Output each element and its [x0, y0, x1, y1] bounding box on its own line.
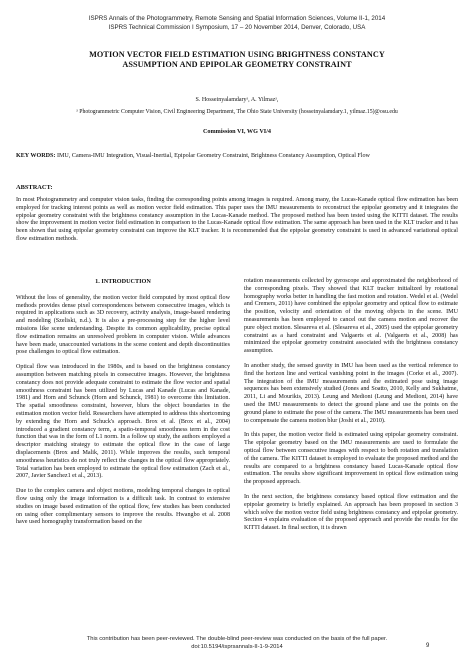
- doi-text: doi:10.5194/isprsannals-II-1-9-2014: [191, 643, 283, 650]
- paragraph: In another study, the sensed gravity in IMU has been used as the vertical reference to find the horizon line and vertical vanishing point in the images (Corke et al., 2007). The integration of the IMU measurements and the estimated pose using image sequences has been extensively studied (Jones and Soatto, 2010, Kelly and Sukhatme, 2011, Li and Mourikis, 2013). Leung and Medioni (Leung and Medioni, 2014) have used the IMU measurements to detect the ground plane and use the points on the ground plane to estimate the pose of the camera. The IMU measurements has been used to compensate the camera motion blur (Joshi et al., 2010).: [244, 362, 458, 424]
- journal-header-line-2: ISPRS Technical Commission I Symposium, 17 – 20 November 2014, Denver, Colorado, USA: [108, 24, 366, 31]
- paragraph: Without the loss of generality, the motion vector field computed by most optical flow methods provides dense pixel correspondences between consecutive images, which is required in applications such as 3D recovery, activity analysis, image-based rendering and modeling (Szeliski, n.d.). It is also a pre-processing step for the higher level missions like scene understanding. Despite its common applicability, precise optical flow estimation remains an unresolved problem in computer vision. While advances have been made, unaccounted variations in the scene content and depth discontinuities pose challenges to optical flow estimation.: [16, 294, 230, 356]
- peer-review-note: This contribution has been peer-reviewed. The double-blind peer-review was conducted on the basis of the full paper.: [86, 636, 388, 642]
- paragraph: Optical flow was introduced in the 1980s, and is based on the brightness constancy assumption between matching pixels in consecutive images. However, the brightness constancy does not provide adequate constraint to estimate the flow vector and spatial smoothness constraint has been utilized by Lucas and Kanade (Lucas and Kanade, 1981) and Horn and Schunck (Horn and Schunck, 1981) to overcome this limitation. The spatial smoothness constraint, however, blurs the object boundaries in the estimation motion vector field. Researchers have attempted to address this shortcoming by extending the Horn and Schuck's approach. Brox et al. (Brox et al., 2004) introduced a gradient constancy term, a spatio-temporal smoothness term in the cost function that was in the form of L1 norm. In a follow up study, the authors employed a descriptor matching strategy to estimate the optical flow in the case of large displacements (Brox and Malik, 2011). While improves the results, such temporal smoothness heuristics do not truly reflect the changes in the optical flow appropriately. Total variation has been employed to estimate the optical flow estimation (Zach et al., 2007, Javier Sanchez1 et al., 2013).: [16, 364, 230, 480]
- paper-title-line-2: ASSUMPTION AND EPIPOLAR GEOMETRY CONSTRAINT: [122, 60, 352, 69]
- keywords-text: IMU, Camera-IMU Integration, Visual-Inertial, Epipolar Geometry Constraint, Brightness Constancy Assumption, Optical Flow: [56, 153, 370, 159]
- page-footer: [0, 636, 474, 651]
- keywords-label: KEY WORDS:: [16, 153, 56, 159]
- paragraph: Due to the complex camera and object motions, modeling temporal changes in optical flow using only the image information is a difficult task. In contrast to extensive studies on image based estimation of the optical flow, few studies has been conducted on using other complimentary sensors to improve the results. Hwangbo et al. 2008 have used homography transformation based on the: [16, 488, 230, 526]
- paragraph: In this paper, the motion vector field is estimated using epipolar geometry constraint. The epipolar geometry based on the IMU measurements are used to formulate the optical flow between consecutive images with respect to both rotation and translation of the camera. The KITTI dataset is employed to evaluate the proposed method and the results are compared to a brightness constancy based Lucas-Kanade optical flow estimation. The results show significant improvement in optical flow estimation using the proposed approach.: [244, 432, 458, 486]
- section-heading-introduction: 1. INTRODUCTION: [95, 278, 151, 285]
- right-column: [244, 278, 458, 540]
- paragraph: In the next section, the brightness constancy based optical flow estimation and the epipolar geometry is briefly explained. An approach has been proposed in section 3 which solve the motion vector field using brightness constancy and epipolar geometry. Section 4 explains evaluation of the proposed approach and provide the results for the KITTI dataset. In final section, it is drawn: [244, 493, 458, 532]
- author-list: S. Hosseinyalamdaryᵃ, A. Yilmazᵃ,: [195, 97, 279, 103]
- commission-label: Commission VI, WG VI/4: [202, 128, 272, 135]
- author-affiliation: ᵃ Photogrammetric Computer Vision, Civil Engineering Department, The Ohio State University (hosseinyalamdary.1, yilmaz.15)@osu.edu: [76, 109, 398, 115]
- page-number: 9: [426, 643, 430, 649]
- left-column: [16, 278, 230, 534]
- abstract-heading: ABSTRACT:: [16, 184, 53, 191]
- paragraph: rotation measurements collected by gyroscope and approximated the neighborhood of the corresponding pixels. They showed that KLT tracker initialized by rotational homography works better in handling the fast motion and rotation. Wedel et al. (Wedel and Cremers, 2011) have combined the epipolar geometry and optical flow to estimate the position, velocity and orientation of the moving objects in the scene. IMU measurements has been employed to cancel out the camera motion and recover the pure object motion. Slesareva et al. (Slesareva et al., 2005) used the epipolar geometry constraint as a hard constraint and Valgaerts et al. (Valgaerts et al., 2008) has minimized the epipolar geometry constraint associated with the brightness constancy assumption.: [244, 278, 458, 355]
- abstract-text: In most Photogrammetry and computer vision tasks, finding the corresponding points among images is required. Among many, the Lucas-Kanade optical flow estimation has been employed for tracking interest points as well as motion vector field estimation. This paper uses the IMU measurements to reconstruct the epipolar geometry and it integrates the epipolar geometry constraint with the brightness constancy assumption in the Lucas-Kanade method. The proposed method has been tested using the KITTI dataset. The results show the improvement in motion vector field estimation in comparison to the Lucas-Kanade optical flow estimation. The same approach has been used in the KLT tracker and it has been shown that using epipolar geometry constraint can improve the KLT tracker. It is recommended that the epipolar geometry constraint is used in advanced variational optical flow estimation methods.: [16, 197, 458, 242]
- keywords-block: [16, 152, 456, 160]
- journal-header-line-1: ISPRS Annals of the Photogrammetry, Remote Sensing and Spatial Information Sciences, Volume II-1, 2014: [88, 15, 386, 22]
- paper-title: [40, 50, 434, 70]
- paper-title-line-1: MOTION VECTOR FIELD ESTIMATION USING BRIGHTNESS CONSTANCY: [89, 50, 385, 59]
